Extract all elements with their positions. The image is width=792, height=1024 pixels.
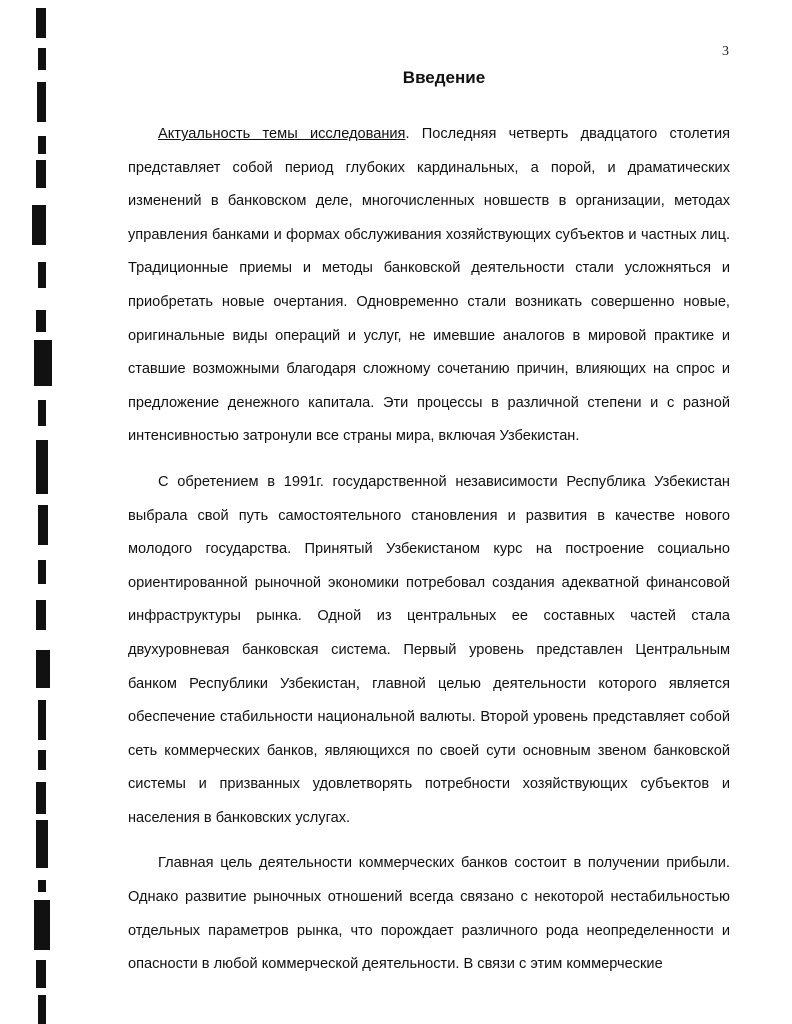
document-body (128, 118, 730, 994)
paragraph-lead: Актуальность темы исследования (158, 126, 406, 142)
page-number: 3 (722, 44, 729, 59)
section-title: Введение (402, 68, 486, 87)
paragraph-1 (128, 118, 730, 454)
paragraph-3: Главная цель деятельности коммерческих банков состоит в получении прибыли. Однако развитие рыночных отношений всегда связано с некоторой нестабильностью отдельных параметров рынка, что порождает различного рода неопределенности и опасности в любой коммерческой деятельности. В связи с этим коммерческие (128, 855, 730, 973)
paragraph-2: С обретением в 1991г. государственной независимости Республика Узбекистан выбрала свой путь самостоятельного становления и развития в качестве нового молодого государства. Принятый Узбекистаном курс на построение социально ориентированной рыночной экономики потребовал создания адекватной финансовой инфраструктуры рынка. Одной из центральных ее составных частей стала двухуровневая банковская система. Первый уровень представлен Центральным банком Республики Узбекистан, главной целью деятельности которого является обеспечение стабильности национальной валюты. Второй уровень представляет собой сеть коммерческих банков, являющихся по своей сути основным звеном банковской системы и призванных удовлетворять потребности хозяйствующих субъектов и населения в банковских услугах. (128, 473, 730, 826)
paragraph-text: . Последняя четверть двадцатого столетия представляет собой период глубоких кардинальных, а порой, и драматических изменений в банковском деле, многочисленных новшеств в организации, методах управления банками и формах обслуживания хозяйствующих субъектов и частных лиц. Традиционные приемы и методы банковской деятельности стали усложняться и приобретать новые очертания. Одновременно стали возникать совершенно новые, оригинальные виды операций и услуг, не имевшие аналогов в мировой практике и ставшие возможными благодаря сложному сочетанию причин, влияющих на спрос и предложение денежного капитала. Эти процессы в различной степени и с разной интенсивностью затронули все страны мира, включая Узбекистан. (128, 126, 730, 445)
scan-binding-edge (0, 0, 70, 1024)
